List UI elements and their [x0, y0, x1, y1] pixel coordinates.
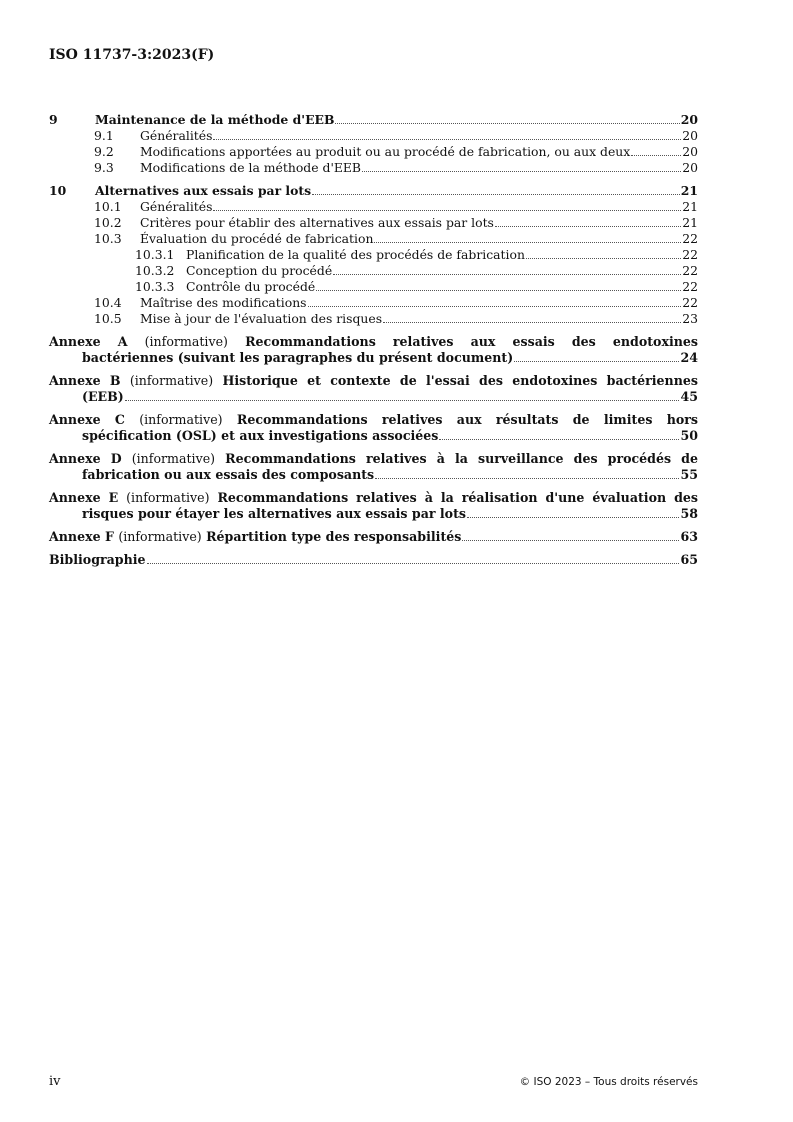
toc-number: 9 [49, 112, 58, 127]
toc-number: 10.3.1 [135, 247, 175, 262]
annex-title-line1: Recommandations relatives à la réalisation d'une évaluation des [217, 490, 698, 505]
toc-page: 22 [682, 279, 698, 294]
toc-page: 22 [682, 263, 698, 278]
annex-continuation [49, 428, 698, 444]
toc-page: 22 [682, 295, 698, 310]
dot-leader [125, 399, 680, 401]
toc-page: 21 [682, 199, 698, 214]
toc-page: 20 [682, 144, 698, 159]
toc-item[interactable] [49, 263, 698, 279]
dot-leader [495, 225, 681, 227]
annex-title-line1: Recommandations relatives aux essais des endotoxines [245, 334, 699, 349]
annex-type: (informative) [131, 451, 216, 466]
toc-item[interactable] [49, 311, 698, 327]
dot-leader [439, 438, 679, 440]
annex-heading-line [49, 529, 461, 545]
annex-title-line1: Répartition type des responsabilités [206, 529, 462, 544]
annex-title-line1: Recommandations relatives aux résultats de limites hors [236, 412, 699, 427]
annex-label: Annexe F [49, 529, 114, 544]
annex-heading-line [49, 334, 698, 350]
dot-leader [374, 241, 681, 243]
dot-leader [362, 170, 681, 172]
dot-leader [333, 273, 681, 275]
annex-continuation [49, 467, 698, 483]
annex-title-line2: spécification (OSL) et aux investigations associées [82, 428, 439, 443]
toc-page: 63 [680, 529, 698, 544]
annex-type: (informative) [126, 490, 210, 505]
annex-heading-line [49, 373, 698, 389]
toc-page: 22 [682, 231, 698, 246]
annex-title-line1: Historique et contexte de l'essai des endotoxines bactériennes [222, 373, 698, 388]
toc-annex-f[interactable] [49, 529, 698, 545]
annex-label: Annexe D [49, 451, 122, 466]
toc-page: 20 [682, 160, 698, 175]
annex-heading-line [49, 412, 698, 428]
annex-type: (informative) [144, 334, 228, 349]
toc-number: 10 [49, 183, 67, 198]
toc-title: Maîtrise des modifications [140, 295, 307, 310]
copyright-notice: © ISO 2023 – Tous droits réservés [519, 1076, 698, 1088]
annex-type: (informative) [129, 373, 214, 388]
annex-title-line2: fabrication ou aux essais des composants [82, 467, 375, 482]
toc-item[interactable] [49, 279, 698, 295]
toc-page: 55 [680, 467, 698, 482]
toc-page: 23 [682, 311, 698, 326]
toc-page: 45 [680, 389, 698, 404]
page-number: iv [49, 1074, 61, 1089]
toc-annex-a[interactable] [49, 334, 698, 366]
annex-label: Annexe C [49, 412, 125, 427]
toc-page: 24 [680, 350, 698, 365]
toc-title: Modifications apportées au produit ou au procédé de fabrication, ou aux deux [140, 144, 631, 159]
toc-title: Alternatives aux essais par lots [95, 183, 312, 198]
toc-number: 9.3 [94, 160, 114, 175]
dot-leader [514, 360, 679, 362]
annex-continuation [49, 389, 698, 405]
toc-title: Modifications de la méthode d'EEB [140, 160, 362, 175]
toc-annex-b[interactable] [49, 373, 698, 405]
toc-number: 10.5 [94, 311, 122, 326]
annex-heading-line [49, 451, 698, 467]
toc-section-9[interactable] [49, 112, 698, 128]
toc-title: Contrôle du procédé [186, 279, 316, 294]
toc-number: 10.1 [94, 199, 122, 214]
toc-number: 10.3.3 [135, 279, 175, 294]
dot-leader [631, 154, 681, 156]
annex-title-line2: bactériennes (suivant les paragraphes du présent document) [82, 350, 514, 365]
toc-number: 10.3.2 [135, 263, 175, 278]
toc-page: 20 [682, 128, 698, 143]
dot-leader [462, 539, 679, 541]
dot-leader [375, 477, 679, 479]
annex-heading-line [49, 490, 698, 506]
toc-number: 9.1 [94, 128, 114, 143]
annex-label: Annexe A [49, 334, 128, 349]
annex-continuation [49, 506, 698, 522]
toc-title: Généralités [140, 128, 213, 143]
toc-annex-c[interactable] [49, 412, 698, 444]
dot-leader [213, 209, 681, 211]
toc-page: 65 [680, 552, 698, 567]
dot-leader [312, 193, 680, 195]
toc-item[interactable] [49, 295, 698, 311]
dot-leader [213, 138, 681, 140]
toc-item[interactable] [49, 160, 698, 176]
annex-title-line2: risques pour étayer les alternatives aux essais par lots [82, 506, 466, 521]
annex-type: (informative) [139, 412, 223, 427]
bibliography-title: Bibliographie [49, 552, 146, 567]
toc-title: Critères pour établir des alternatives aux essais par lots [140, 215, 494, 230]
dot-leader [526, 257, 681, 259]
toc-title: Mise à jour de l'évaluation des risques [140, 311, 383, 326]
toc-annex-d[interactable] [49, 451, 698, 483]
annex-label: Annexe E [49, 490, 119, 505]
toc-title: Évaluation du procédé de fabrication [140, 231, 374, 246]
toc-title: Maintenance de la méthode d'EEB [95, 112, 335, 127]
dot-leader [383, 321, 681, 323]
toc-number: 10.3 [94, 231, 122, 246]
dot-leader [308, 305, 682, 307]
document-id: ISO 11737-3:2023(F) [49, 47, 215, 63]
toc-page: 21 [682, 215, 698, 230]
dot-leader [147, 562, 680, 564]
dot-leader [335, 122, 679, 124]
toc-item[interactable] [49, 128, 698, 144]
toc-item[interactable] [49, 231, 698, 247]
toc-title: Conception du procédé [186, 263, 333, 278]
toc-title: Généralités [140, 199, 213, 214]
toc-bibliography[interactable] [49, 552, 698, 568]
toc-section-10[interactable] [49, 183, 698, 199]
toc-page: 58 [680, 506, 698, 521]
toc-number: 10.4 [94, 295, 122, 310]
toc-number: 10.2 [94, 215, 122, 230]
annex-continuation [49, 350, 698, 366]
toc-page: 22 [682, 247, 698, 262]
annex-label: Annexe B [49, 373, 121, 388]
toc-page: 20 [680, 112, 698, 127]
toc-number: 9.2 [94, 144, 114, 159]
annex-type: (informative) [118, 529, 202, 544]
annex-title-line1: Recommandations relatives à la surveillance des procédés de [225, 451, 698, 466]
toc-page: 50 [680, 428, 698, 443]
toc-item[interactable] [49, 215, 698, 231]
toc-page: 21 [680, 183, 698, 198]
toc-title: Planification de la qualité des procédés de fabrication [186, 247, 525, 262]
toc-item[interactable] [49, 247, 698, 263]
dot-leader [316, 289, 681, 291]
table-of-contents [49, 112, 698, 568]
toc-item[interactable] [49, 144, 698, 160]
toc-annex-e[interactable] [49, 490, 698, 522]
dot-leader [467, 516, 679, 518]
toc-item[interactable] [49, 199, 698, 215]
annex-title-line2: (EEB) [82, 389, 124, 404]
